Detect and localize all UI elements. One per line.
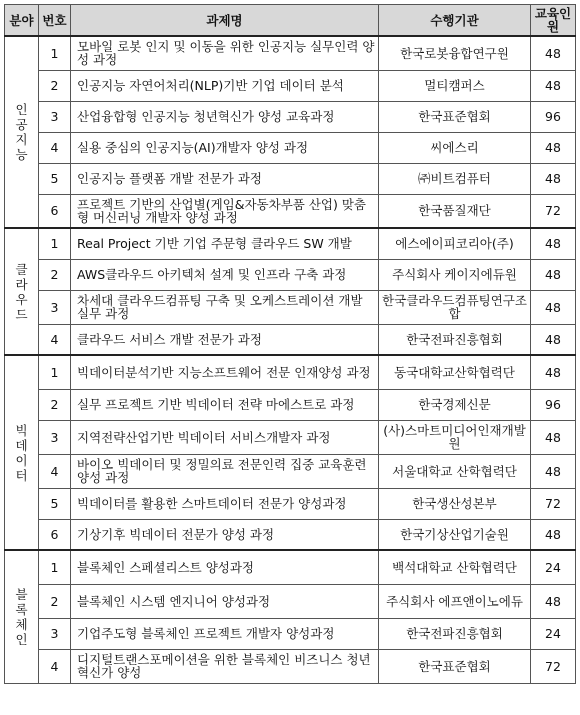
table-row xyxy=(5,519,576,550)
row-number: 4 xyxy=(39,454,71,488)
table-body xyxy=(5,36,576,683)
header-num: 번호 xyxy=(39,5,71,37)
table-row xyxy=(5,324,576,355)
field-label: 클 라 우 드 xyxy=(15,261,28,322)
row-number: 1 xyxy=(39,228,71,259)
row-count: 48 xyxy=(531,584,576,618)
row-number: 3 xyxy=(39,101,71,132)
row-org: 한국전파진흥협회 xyxy=(379,618,531,649)
row-count: 48 xyxy=(531,519,576,550)
row-count: 48 xyxy=(531,36,576,70)
row-org: 동국대학교산학협력단 xyxy=(379,355,531,389)
row-title: 실무 프로젝트 기반 빅데이터 전략 마에스트로 과정 xyxy=(71,389,379,420)
row-org: 한국표준협회 xyxy=(379,649,531,683)
table-row xyxy=(5,420,576,454)
row-org: 한국생산성본부 xyxy=(379,488,531,519)
field-label: 인 공 지 능 xyxy=(15,102,28,162)
row-title: 빅데이터분석기반 지능소프트웨어 전문 인재양성 과정 xyxy=(71,355,379,389)
row-title: Real Project 기반 기업 주문형 클라우드 SW 개발 xyxy=(71,228,379,259)
row-number: 1 xyxy=(39,36,71,70)
row-number: 2 xyxy=(39,584,71,618)
row-number: 3 xyxy=(39,618,71,649)
row-org: 한국표준협회 xyxy=(379,101,531,132)
table-row xyxy=(5,389,576,420)
table-row xyxy=(5,618,576,649)
row-title: 실용 중심의 인공지능(AI)개발자 양성 과정 xyxy=(71,132,379,163)
row-count: 48 xyxy=(531,324,576,355)
table-header xyxy=(5,5,576,37)
row-count: 48 xyxy=(531,290,576,324)
table-row xyxy=(5,101,576,132)
row-number: 3 xyxy=(39,290,71,324)
row-title: 모바일 로봇 인지 및 이동을 위한 인공지능 실무인력 양성 과정 xyxy=(71,36,379,70)
row-org: 멀티캠퍼스 xyxy=(379,70,531,101)
row-title: 바이오 빅데이터 및 정밀의료 전문인력 집중 교육훈련 양성 과정 xyxy=(71,454,379,488)
row-number: 6 xyxy=(39,194,71,228)
row-org: 주식회사 케이지에듀원 xyxy=(379,259,531,290)
field-label: 빅 데 이 터 xyxy=(15,422,28,483)
row-org: ㈜비트컴퓨터 xyxy=(379,163,531,194)
row-title: 프로젝트 기반의 산업별(게임&자동차부품 산업) 맞춤형 머신러닝 개발자 양성 과정 xyxy=(71,194,379,228)
row-count: 48 xyxy=(531,420,576,454)
row-org: 한국경제신문 xyxy=(379,389,531,420)
field-cell xyxy=(5,36,39,228)
row-number: 6 xyxy=(39,519,71,550)
row-number: 2 xyxy=(39,259,71,290)
table-row xyxy=(5,70,576,101)
table-row xyxy=(5,488,576,519)
field-cell xyxy=(5,355,39,550)
table-row xyxy=(5,163,576,194)
row-title: 산업융합형 인공지능 청년혁신가 양성 교육과정 xyxy=(71,101,379,132)
table-row xyxy=(5,194,576,228)
row-org: 한국전파진흥협회 xyxy=(379,324,531,355)
row-org: (사)스마트미디어인재개발원 xyxy=(379,420,531,454)
row-number: 3 xyxy=(39,420,71,454)
row-number: 2 xyxy=(39,389,71,420)
program-table-document xyxy=(4,4,575,684)
row-number: 4 xyxy=(39,132,71,163)
header-org: 수행기관 xyxy=(379,5,531,37)
row-title: 블록체인 스페셜리스트 양성과정 xyxy=(71,550,379,584)
row-org: 한국품질재단 xyxy=(379,194,531,228)
row-org: 주식회사 에프앤이노에듀 xyxy=(379,584,531,618)
row-title: 지역전략산업기반 빅데이터 서비스개발자 과정 xyxy=(71,420,379,454)
row-count: 96 xyxy=(531,101,576,132)
header-title: 과제명 xyxy=(71,5,379,37)
table-row xyxy=(5,550,576,584)
row-count: 48 xyxy=(531,355,576,389)
row-number: 2 xyxy=(39,70,71,101)
field-cell xyxy=(5,228,39,355)
row-count: 72 xyxy=(531,649,576,683)
table-row xyxy=(5,584,576,618)
row-title: AWS클라우드 아키텍처 설계 및 인프라 구축 과정 xyxy=(71,259,379,290)
row-number: 1 xyxy=(39,355,71,389)
row-org: 한국클라우드컴퓨팅연구조합 xyxy=(379,290,531,324)
row-count: 48 xyxy=(531,228,576,259)
table-row xyxy=(5,355,576,389)
row-org: 씨에스리 xyxy=(379,132,531,163)
table-row xyxy=(5,259,576,290)
table-row xyxy=(5,454,576,488)
row-count: 48 xyxy=(531,454,576,488)
header-field: 분야 xyxy=(5,5,39,37)
row-title: 차세대 클라우드컴퓨팅 구축 및 오케스트레이션 개발 실무 과정 xyxy=(71,290,379,324)
row-title: 기상기후 빅데이터 전문가 양성 과정 xyxy=(71,519,379,550)
row-org: 한국기상산업기술원 xyxy=(379,519,531,550)
field-cell xyxy=(5,550,39,683)
row-title: 빅데이터를 활용한 스마트데이터 전문가 양성과정 xyxy=(71,488,379,519)
row-title: 인공지능 자연어처리(NLP)기반 기업 데이터 분석 xyxy=(71,70,379,101)
row-count: 72 xyxy=(531,488,576,519)
row-number: 4 xyxy=(39,324,71,355)
row-count: 72 xyxy=(531,194,576,228)
row-title: 클라우드 서비스 개발 전문가 과정 xyxy=(71,324,379,355)
row-number: 4 xyxy=(39,649,71,683)
row-org: 백석대학교 산학협력단 xyxy=(379,550,531,584)
row-count: 48 xyxy=(531,163,576,194)
row-count: 48 xyxy=(531,132,576,163)
row-count: 24 xyxy=(531,550,576,584)
row-count: 96 xyxy=(531,389,576,420)
row-org: 서울대학교 산학협력단 xyxy=(379,454,531,488)
row-number: 1 xyxy=(39,550,71,584)
table-row xyxy=(5,36,576,70)
table-row xyxy=(5,132,576,163)
row-number: 5 xyxy=(39,163,71,194)
row-title: 인공지능 플랫폼 개발 전문가 과정 xyxy=(71,163,379,194)
row-org: 한국로봇융합연구원 xyxy=(379,36,531,70)
program-table xyxy=(4,4,576,684)
row-number: 5 xyxy=(39,488,71,519)
row-title: 블록체인 시스템 엔지니어 양성과정 xyxy=(71,584,379,618)
header-count: 교육인원 xyxy=(531,5,576,37)
row-org: 에스에이피코리아(주) xyxy=(379,228,531,259)
row-count: 24 xyxy=(531,618,576,649)
table-row xyxy=(5,649,576,683)
table-row xyxy=(5,228,576,259)
row-count: 48 xyxy=(531,70,576,101)
field-label: 블 록 체 인 xyxy=(15,586,28,647)
row-count: 48 xyxy=(531,259,576,290)
table-row xyxy=(5,290,576,324)
row-title: 기업주도형 블록체인 프로젝트 개발자 양성과정 xyxy=(71,618,379,649)
row-title: 디지털트랜스포메이션을 위한 블록체인 비즈니스 청년혁신가 양성 xyxy=(71,649,379,683)
